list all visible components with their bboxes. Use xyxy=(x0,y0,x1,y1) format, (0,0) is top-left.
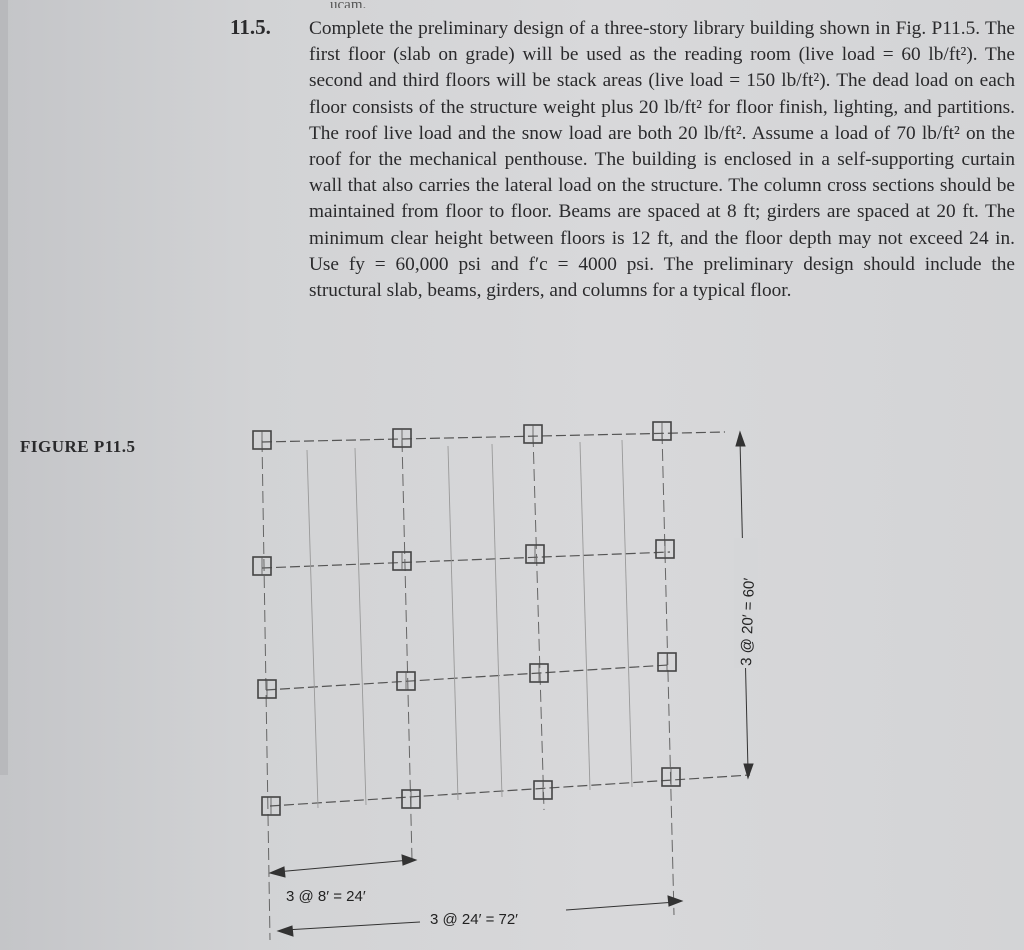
vertical-dimension-label: 3 @ 20′ = 60′ xyxy=(738,577,759,667)
problem-text: Complete the preliminary design of a three-story library building shown in Fig. P11.5. The first floor (slab on grade) will be used as the reading room (live load = 60 lb/ft²). The second and third floors will be stack areas (live load = 150 lb/ft²). The dead load on each floor consists of the structure weight plus 20 lb/ft² for floor finish, lighting, and partitions. The roof live load and the snow load are both 20 lb/ft². Assume a load of 70 lb/ft² on the roof for the mechanical penthouse. The building is enclosed in a self-supporting curtain wall that also carries the lateral load on the structure. The column cross sections should be maintained from floor to floor. Beams are spaced at 8 ft; girders are spaced at 20 ft. The minimum clear height between floors is 12 ft, and the floor depth may not exceed 24 in. Use fy = 60,000 psi and f′c = 4000 psi. The preliminary design should include the structural slab, beams, girders, and columns for a typical floor. xyxy=(309,18,1015,302)
bay-dimension-label: 3 @ 24′ = 72′ xyxy=(430,911,518,928)
columns xyxy=(253,422,680,815)
beam-line xyxy=(622,440,632,787)
beam-line xyxy=(580,442,590,790)
beam-dimension-label: 3 @ 8′ = 24′ xyxy=(286,888,366,905)
arrowhead-left xyxy=(278,926,293,936)
girder-lines xyxy=(262,432,750,806)
problem-number: 11.5. xyxy=(230,15,271,39)
column-line-3 xyxy=(533,435,544,810)
beam-line xyxy=(307,450,318,808)
girder-line-2 xyxy=(262,552,670,568)
arrowhead-right xyxy=(402,855,416,865)
beam-line xyxy=(492,444,502,797)
girder-line-3 xyxy=(266,665,668,690)
beam-dimension xyxy=(270,855,416,877)
girder-line-4 xyxy=(270,775,750,806)
beam-line xyxy=(448,446,458,800)
beam-lines xyxy=(307,440,632,808)
cut-off-header-text: ucam. xyxy=(330,0,367,8)
arrowhead-right xyxy=(668,896,682,906)
beam-line xyxy=(355,448,366,805)
column-line-4 xyxy=(662,432,674,915)
column-inner-lines xyxy=(262,422,671,815)
arrowhead-left xyxy=(270,867,285,877)
figure-label: FIGURE P11.5 xyxy=(20,437,136,456)
arrowhead-top xyxy=(736,432,745,446)
